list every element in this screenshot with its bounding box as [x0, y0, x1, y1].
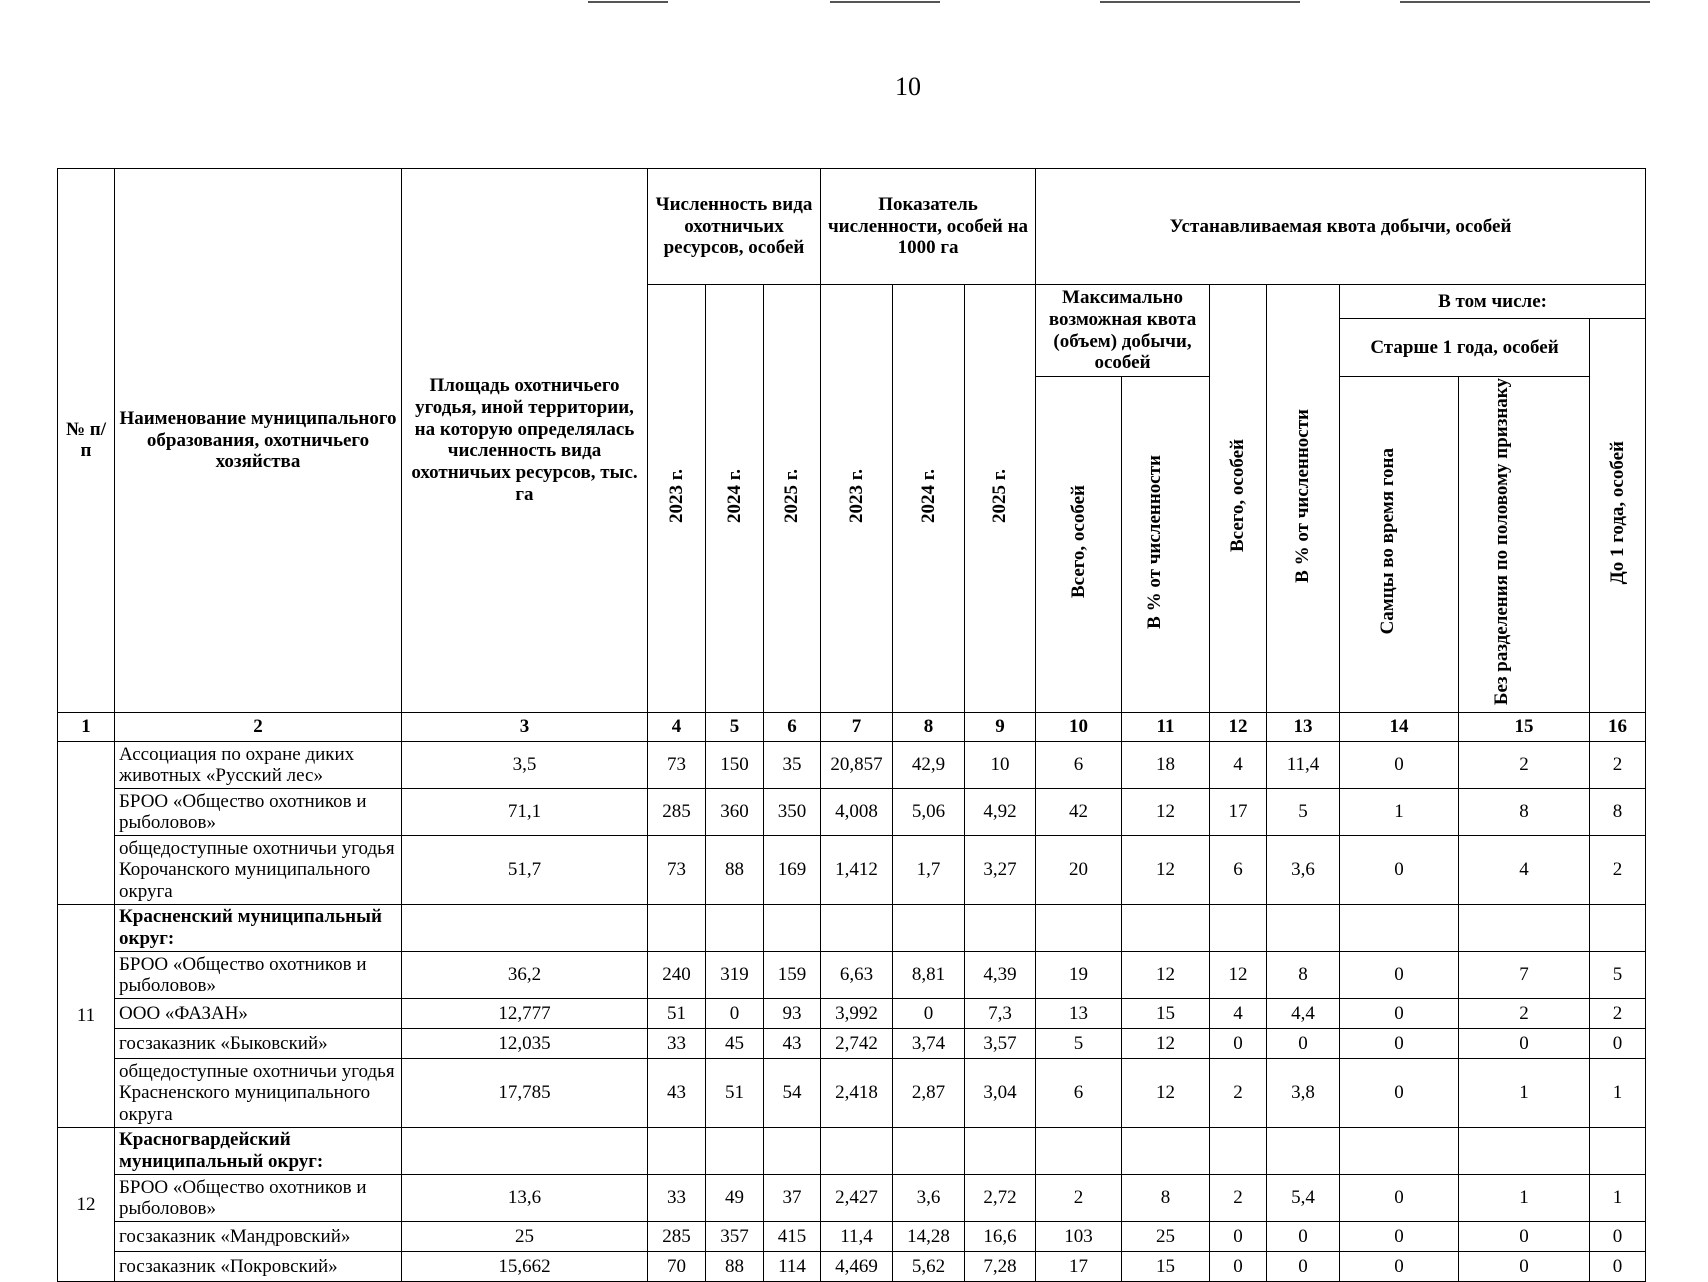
empty-cell — [1590, 1127, 1646, 1174]
row-value: 8 — [1122, 1174, 1210, 1221]
empty-cell — [965, 904, 1036, 951]
row-value: 0 — [1340, 998, 1459, 1028]
row-value: 0 — [1340, 1221, 1459, 1251]
row-value: 5,4 — [1267, 1174, 1340, 1221]
empty-cell — [1036, 1127, 1122, 1174]
column-number: 9 — [965, 712, 1036, 741]
row-value: 51,7 — [402, 835, 648, 904]
row-name: ООО «ФАЗАН» — [115, 998, 402, 1028]
row-value: 159 — [764, 951, 821, 998]
row-name: госзаказник «Мандровский» — [115, 1221, 402, 1251]
empty-cell — [764, 904, 821, 951]
row-value: 51 — [648, 998, 706, 1028]
row-value: 5,06 — [893, 788, 965, 835]
row-value: 7,3 — [965, 998, 1036, 1028]
column-number: 5 — [706, 712, 764, 741]
group-title: Красногвардейский муниципальный округ: — [115, 1127, 402, 1174]
row-value: 0 — [1340, 1058, 1459, 1127]
row-value: 3,74 — [893, 1028, 965, 1058]
row-value: 3,57 — [965, 1028, 1036, 1058]
empty-cell — [1590, 904, 1646, 951]
header-max-total: Всего, особей — [1036, 377, 1122, 713]
header-area: Площадь охотничьего угодья, иной территории, на которую определялась численность вида охотничьих ресурсов, тыс. га — [402, 169, 648, 713]
row-value: 2 — [1590, 998, 1646, 1028]
header-density-2023: 2023 г. — [821, 285, 893, 713]
empty-cell — [1210, 1127, 1267, 1174]
column-number: 2 — [115, 712, 402, 741]
row-value: 1 — [1459, 1058, 1590, 1127]
row-value: 0 — [1459, 1221, 1590, 1251]
row-value: 15 — [1122, 1251, 1210, 1281]
row-value: 6 — [1210, 835, 1267, 904]
row-value: 49 — [706, 1174, 764, 1221]
row-value: 2,72 — [965, 1174, 1036, 1221]
row-value: 88 — [706, 835, 764, 904]
empty-cell — [1122, 904, 1210, 951]
header-year-2025: 2025 г. — [764, 285, 821, 713]
column-number: 1 — [58, 712, 115, 741]
row-value: 0 — [1590, 1028, 1646, 1058]
row-value: 88 — [706, 1251, 764, 1281]
row-value: 5 — [1036, 1028, 1122, 1058]
row-value: 73 — [648, 835, 706, 904]
row-value: 12 — [1122, 1058, 1210, 1127]
row-value: 70 — [648, 1251, 706, 1281]
row-value: 4,39 — [965, 951, 1036, 998]
row-value: 20 — [1036, 835, 1122, 904]
column-number: 15 — [1459, 712, 1590, 741]
row-value: 17,785 — [402, 1058, 648, 1127]
row-value: 17 — [1210, 788, 1267, 835]
empty-cell — [1459, 1127, 1590, 1174]
empty-cell — [893, 1127, 965, 1174]
row-value: 37 — [764, 1174, 821, 1221]
row-value: 33 — [648, 1174, 706, 1221]
row-value: 17 — [1036, 1251, 1122, 1281]
row-name: БРОО «Общество охотников и рыболовов» — [115, 1174, 402, 1221]
header-density-2025: 2025 г. — [965, 285, 1036, 713]
table-row — [58, 1174, 1646, 1221]
empty-cell — [402, 904, 648, 951]
row-value: 0 — [706, 998, 764, 1028]
header-max-quota: Максимально возможная квота (объем) добычи, особей — [1036, 285, 1210, 377]
row-value: 2 — [1590, 741, 1646, 788]
header-num: № п/п — [58, 169, 115, 713]
group-title-row — [58, 1127, 1646, 1174]
group-title-row — [58, 904, 1646, 951]
row-value: 10 — [965, 741, 1036, 788]
row-value: 12,777 — [402, 998, 648, 1028]
group-number — [58, 741, 115, 904]
row-value: 1 — [1590, 1058, 1646, 1127]
row-value: 4,469 — [821, 1251, 893, 1281]
header-total-all: Всего, особей — [1210, 285, 1267, 713]
column-number: 12 — [1210, 712, 1267, 741]
table-row — [58, 1221, 1646, 1251]
empty-cell — [764, 1127, 821, 1174]
row-value: 114 — [764, 1251, 821, 1281]
top-scan-lines — [0, 0, 1708, 6]
empty-cell — [1459, 904, 1590, 951]
header-no-sex: Без разделения по половому признаку — [1459, 377, 1590, 713]
row-name: БРОО «Общество охотников и рыболовов» — [115, 788, 402, 835]
row-value: 12 — [1122, 788, 1210, 835]
row-value: 4,008 — [821, 788, 893, 835]
row-value: 25 — [402, 1221, 648, 1251]
row-value: 0 — [1590, 1221, 1646, 1251]
empty-cell — [893, 904, 965, 951]
row-value: 360 — [706, 788, 764, 835]
row-value: 11,4 — [1267, 741, 1340, 788]
row-value: 43 — [764, 1028, 821, 1058]
row-value: 0 — [1340, 1174, 1459, 1221]
table-row — [58, 1251, 1646, 1281]
table-row — [58, 951, 1646, 998]
group-number: 11 — [58, 904, 115, 1127]
row-value: 7,28 — [965, 1251, 1036, 1281]
header-density-2024: 2024 г. — [893, 285, 965, 713]
row-value: 0 — [1267, 1028, 1340, 1058]
row-name: общедоступные охотничьи угодья Корочанского муниципального округа — [115, 835, 402, 904]
group-number: 12 — [58, 1127, 115, 1281]
row-value: 51 — [706, 1058, 764, 1127]
row-value: 2 — [1036, 1174, 1122, 1221]
row-value: 3,5 — [402, 741, 648, 788]
row-value: 35 — [764, 741, 821, 788]
header-year-2023: 2023 г. — [648, 285, 706, 713]
group-title: Красненский муниципальный округ: — [115, 904, 402, 951]
row-value: 1 — [1590, 1174, 1646, 1221]
row-value: 18 — [1122, 741, 1210, 788]
row-value: 4 — [1459, 835, 1590, 904]
row-name: госзаказник «Быковский» — [115, 1028, 402, 1058]
empty-cell — [706, 904, 764, 951]
empty-cell — [1267, 1127, 1340, 1174]
row-value: 2,418 — [821, 1058, 893, 1127]
row-value: 33 — [648, 1028, 706, 1058]
row-value: 12 — [1122, 835, 1210, 904]
row-value: 54 — [764, 1058, 821, 1127]
column-number: 14 — [1340, 712, 1459, 741]
row-value: 1,412 — [821, 835, 893, 904]
row-value: 3,992 — [821, 998, 893, 1028]
row-value: 0 — [1210, 1221, 1267, 1251]
empty-cell — [1340, 904, 1459, 951]
row-value: 1 — [1459, 1174, 1590, 1221]
row-name: БРОО «Общество охотников и рыболовов» — [115, 951, 402, 998]
row-value: 13,6 — [402, 1174, 648, 1221]
row-value: 8 — [1267, 951, 1340, 998]
row-value: 2,742 — [821, 1028, 893, 1058]
column-number-row — [58, 712, 1646, 741]
row-value: 8 — [1459, 788, 1590, 835]
row-value: 3,6 — [893, 1174, 965, 1221]
row-value: 2 — [1210, 1174, 1267, 1221]
row-value: 19 — [1036, 951, 1122, 998]
row-name: Ассоциация по охране диких животных «Русский лес» — [115, 741, 402, 788]
row-value: 0 — [1340, 835, 1459, 904]
row-value: 0 — [1340, 1028, 1459, 1058]
row-value: 6 — [1036, 741, 1122, 788]
empty-cell — [821, 904, 893, 951]
row-value: 5,62 — [893, 1251, 965, 1281]
row-value: 240 — [648, 951, 706, 998]
empty-cell — [1036, 904, 1122, 951]
empty-cell — [648, 904, 706, 951]
column-number: 6 — [764, 712, 821, 741]
row-value: 93 — [764, 998, 821, 1028]
header-total-pct: В % от численности — [1267, 285, 1340, 713]
row-value: 20,857 — [821, 741, 893, 788]
empty-cell — [706, 1127, 764, 1174]
row-value: 8,81 — [893, 951, 965, 998]
row-value: 13 — [1036, 998, 1122, 1028]
row-value: 3,6 — [1267, 835, 1340, 904]
table-row — [58, 788, 1646, 835]
row-value: 7 — [1459, 951, 1590, 998]
column-number: 10 — [1036, 712, 1122, 741]
empty-cell — [648, 1127, 706, 1174]
header-older: Старше 1 года, особей — [1340, 319, 1590, 377]
row-value: 103 — [1036, 1221, 1122, 1251]
row-value: 3,04 — [965, 1058, 1036, 1127]
row-value: 1 — [1340, 788, 1459, 835]
row-value: 0 — [893, 998, 965, 1028]
row-value: 2,427 — [821, 1174, 893, 1221]
row-value: 0 — [1267, 1221, 1340, 1251]
quota-table — [57, 168, 1646, 1282]
column-number: 16 — [1590, 712, 1646, 741]
column-number: 11 — [1122, 712, 1210, 741]
table-row — [58, 741, 1646, 788]
row-value: 15 — [1122, 998, 1210, 1028]
row-value: 0 — [1459, 1028, 1590, 1058]
table-row — [58, 998, 1646, 1028]
header-quota: Устанавливаемая квота добычи, особей — [1036, 169, 1646, 285]
row-value: 5 — [1267, 788, 1340, 835]
row-value: 12 — [1210, 951, 1267, 998]
row-value: 3,8 — [1267, 1058, 1340, 1127]
row-value: 4,92 — [965, 788, 1036, 835]
row-value: 0 — [1590, 1251, 1646, 1281]
row-value: 0 — [1340, 741, 1459, 788]
header-under-one: До 1 года, особей — [1590, 319, 1646, 713]
table-body — [58, 712, 1646, 1281]
row-value: 11,4 — [821, 1221, 893, 1251]
header-including: В том числе: — [1340, 285, 1646, 319]
row-value: 0 — [1210, 1251, 1267, 1281]
row-value: 1,7 — [893, 835, 965, 904]
empty-cell — [1210, 904, 1267, 951]
row-value: 12,035 — [402, 1028, 648, 1058]
row-value: 73 — [648, 741, 706, 788]
row-value: 169 — [764, 835, 821, 904]
page-number: 10 — [895, 72, 921, 101]
row-value: 2 — [1590, 835, 1646, 904]
row-value: 43 — [648, 1058, 706, 1127]
column-number: 4 — [648, 712, 706, 741]
row-value: 12 — [1122, 951, 1210, 998]
column-number: 7 — [821, 712, 893, 741]
row-value: 45 — [706, 1028, 764, 1058]
row-value: 319 — [706, 951, 764, 998]
row-value: 4 — [1210, 741, 1267, 788]
row-value: 36,2 — [402, 951, 648, 998]
row-value: 15,662 — [402, 1251, 648, 1281]
empty-cell — [402, 1127, 648, 1174]
row-value: 42 — [1036, 788, 1122, 835]
header-density: Показатель численности, особей на 1000 га — [821, 169, 1036, 285]
header-name: Наименование муниципального образования, охотничьего хозяйства — [115, 169, 402, 713]
row-value: 6 — [1036, 1058, 1122, 1127]
row-value: 12 — [1122, 1028, 1210, 1058]
empty-cell — [1340, 1127, 1459, 1174]
header-males: Самцы во время гона — [1340, 377, 1459, 713]
row-value: 2,87 — [893, 1058, 965, 1127]
row-value: 350 — [764, 788, 821, 835]
row-value: 0 — [1459, 1251, 1590, 1281]
row-value: 42,9 — [893, 741, 965, 788]
row-value: 14,28 — [893, 1221, 965, 1251]
row-value: 6,63 — [821, 951, 893, 998]
column-number: 8 — [893, 712, 965, 741]
row-value: 3,27 — [965, 835, 1036, 904]
header-year-2024: 2024 г. — [706, 285, 764, 713]
row-value: 8 — [1590, 788, 1646, 835]
row-name: общедоступные охотничьи угодья Красненского муниципального округа — [115, 1058, 402, 1127]
header-population: Численность вида охотничьих ресурсов, особей — [648, 169, 821, 285]
row-name: госзаказник «Покровский» — [115, 1251, 402, 1281]
empty-cell — [1267, 904, 1340, 951]
row-value: 285 — [648, 788, 706, 835]
header-max-pct: В % от численности — [1122, 377, 1210, 713]
row-value: 0 — [1210, 1028, 1267, 1058]
row-value: 5 — [1590, 951, 1646, 998]
row-value: 0 — [1340, 1251, 1459, 1281]
empty-cell — [821, 1127, 893, 1174]
table-row — [58, 835, 1646, 904]
row-value: 285 — [648, 1221, 706, 1251]
row-value: 0 — [1267, 1251, 1340, 1281]
row-value: 71,1 — [402, 788, 648, 835]
column-number: 3 — [402, 712, 648, 741]
table-row — [58, 1058, 1646, 1127]
row-value: 150 — [706, 741, 764, 788]
row-value: 4,4 — [1267, 998, 1340, 1028]
row-value: 2 — [1459, 998, 1590, 1028]
row-value: 0 — [1340, 951, 1459, 998]
empty-cell — [1122, 1127, 1210, 1174]
row-value: 25 — [1122, 1221, 1210, 1251]
row-value: 357 — [706, 1221, 764, 1251]
row-value: 4 — [1210, 998, 1267, 1028]
row-value: 2 — [1459, 741, 1590, 788]
empty-cell — [965, 1127, 1036, 1174]
row-value: 415 — [764, 1221, 821, 1251]
table-row — [58, 1028, 1646, 1058]
column-number: 13 — [1267, 712, 1340, 741]
row-value: 2 — [1210, 1058, 1267, 1127]
row-value: 16,6 — [965, 1221, 1036, 1251]
